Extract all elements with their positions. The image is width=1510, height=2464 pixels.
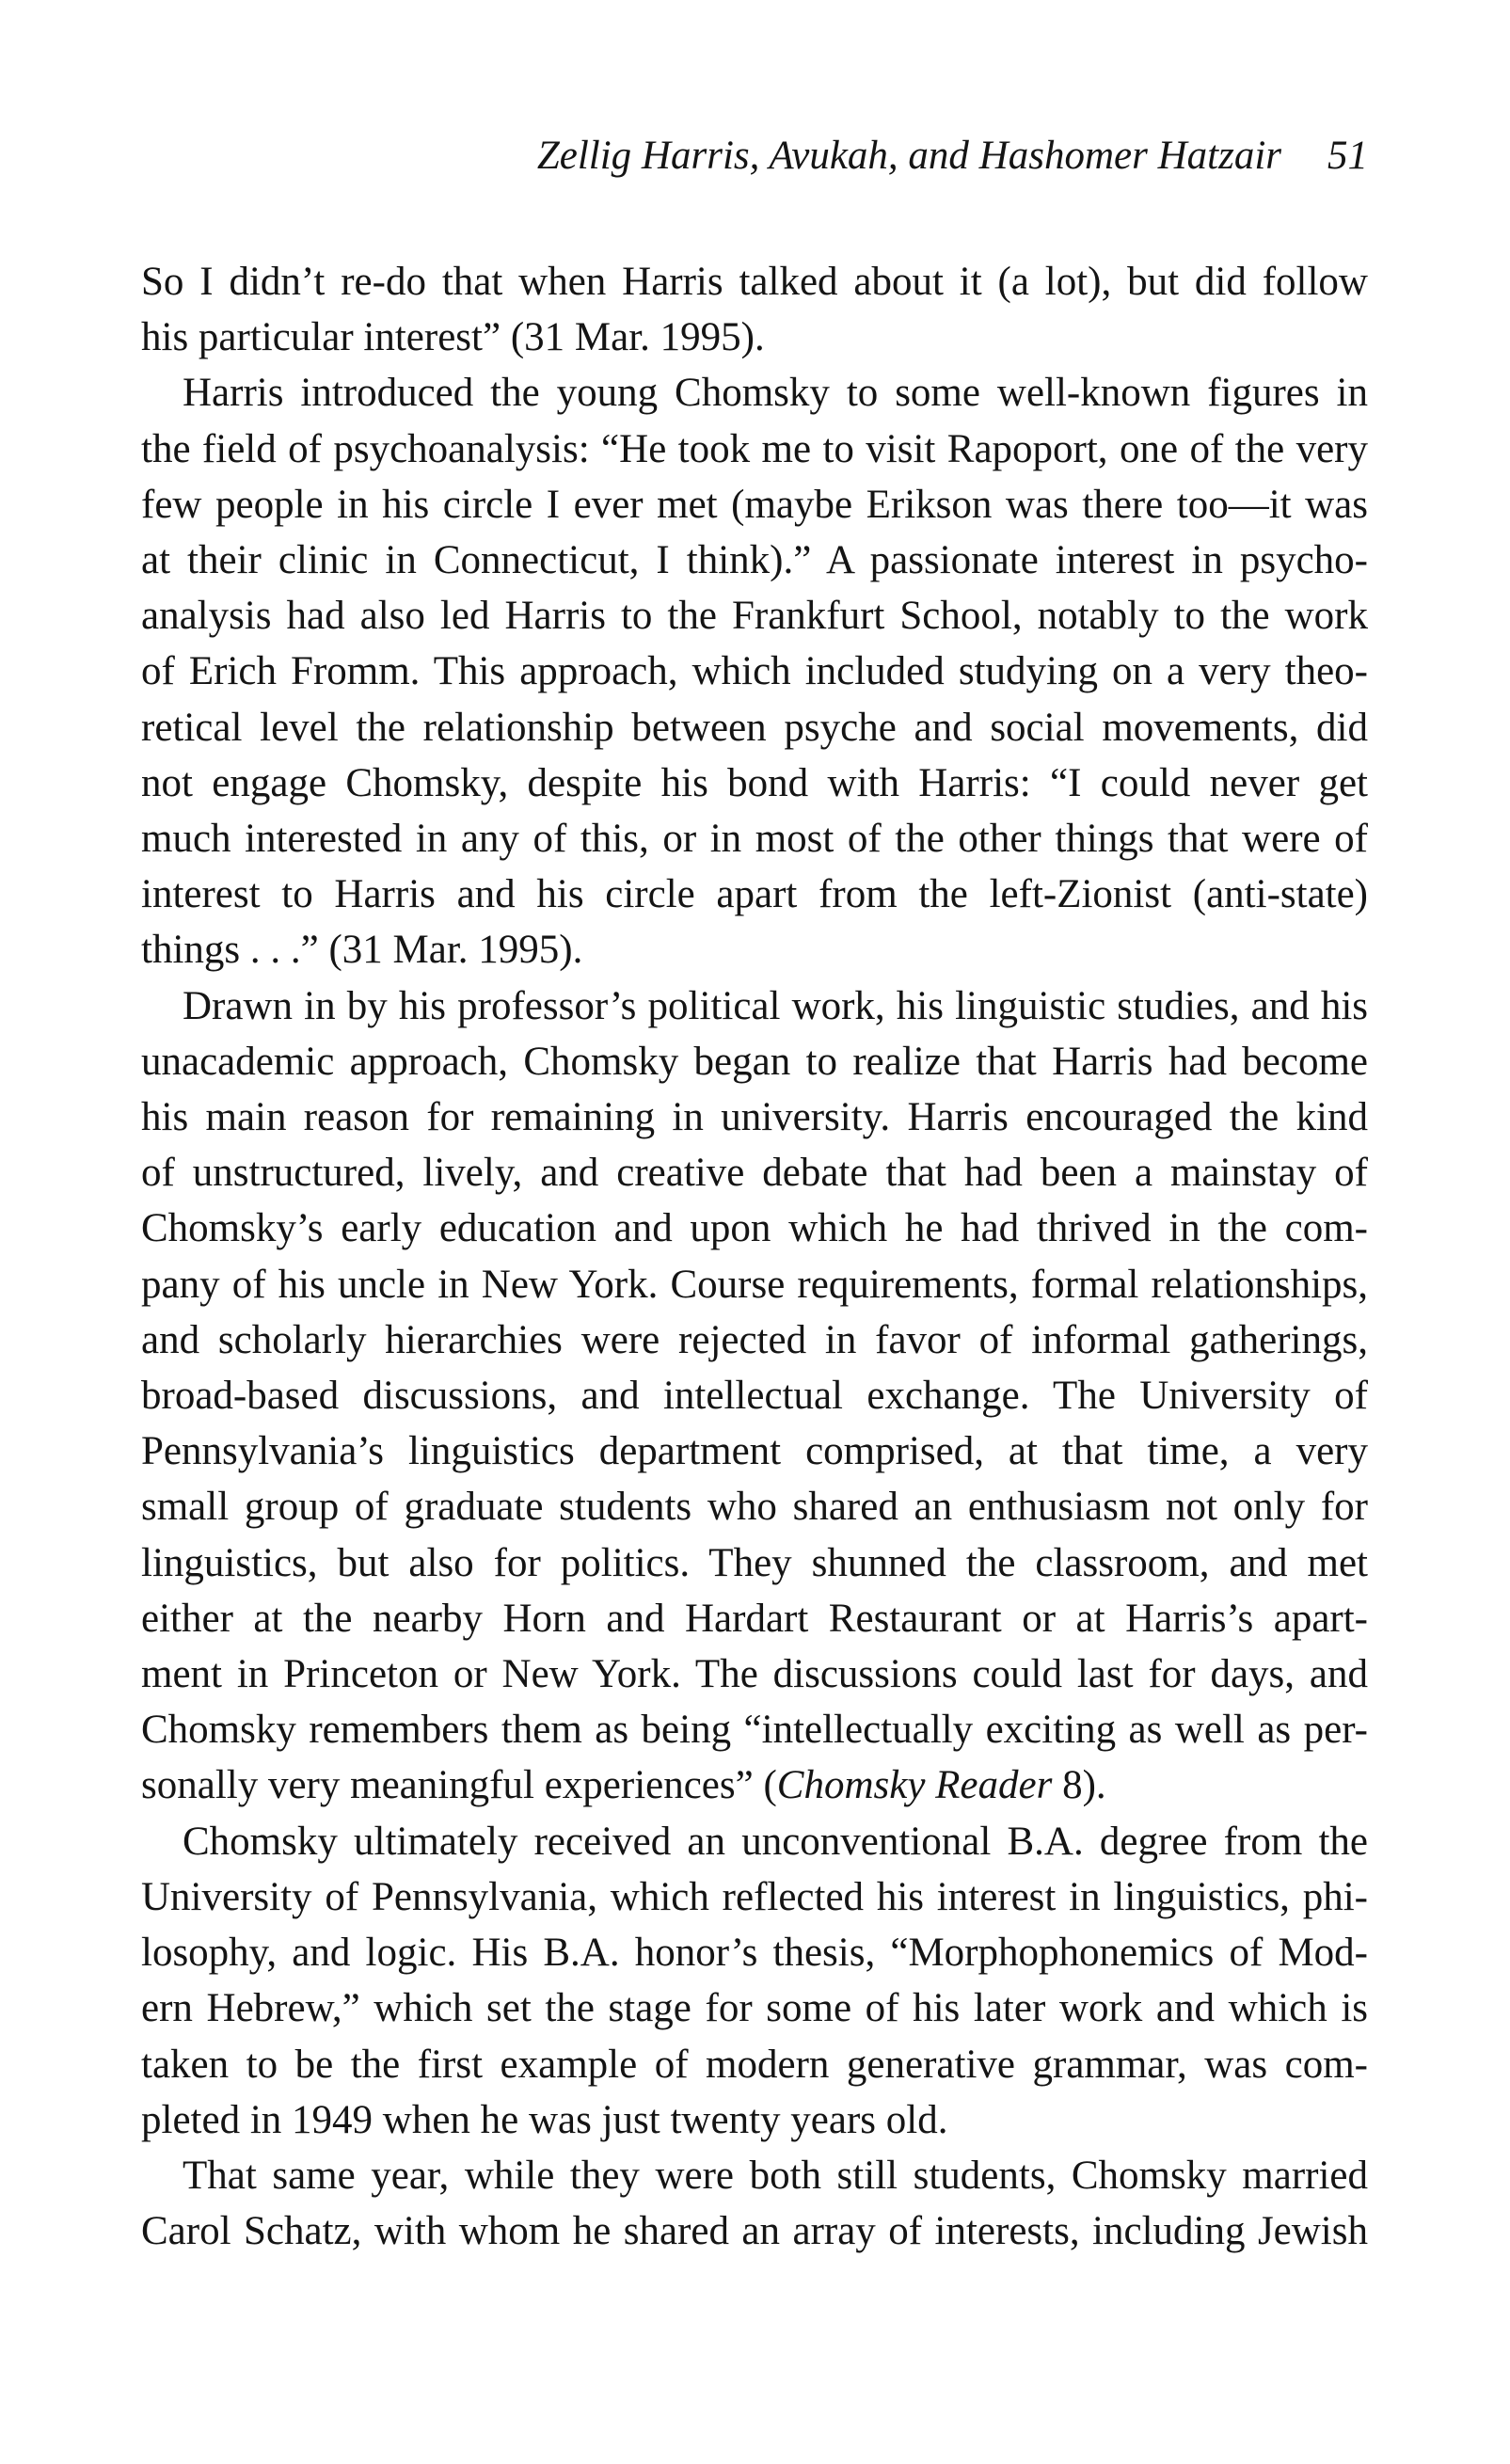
text-line: ment in Princeton or New York. The discussions could last for days, and bbox=[141, 1652, 1368, 1697]
text-line: his main reason for remaining in university. Harris encouraged the kind bbox=[141, 1095, 1368, 1140]
text-line: Harris introduced the young Chomsky to some well-known figures in bbox=[183, 371, 1368, 416]
text-line: Drawn in by his professor’s political work, his linguistic studies, and his bbox=[183, 983, 1368, 1028]
text-line: Chomsky remembers them as being “intellectually exciting as well as per- bbox=[141, 1708, 1368, 1753]
paragraph bbox=[141, 1814, 1368, 2148]
text-line bbox=[141, 1757, 1368, 1813]
text-line: few people in his circle I ever met (maybe Erikson was there too—it was bbox=[141, 482, 1368, 527]
text-run: sonally very meaningful experiences” ( bbox=[141, 1763, 777, 1808]
text-line: and scholarly hierarchies were rejected in favor of informal gatherings, bbox=[141, 1317, 1368, 1362]
text-line: linguistics, but also for politics. They shunned the classroom, and met bbox=[141, 1540, 1368, 1585]
text-line: So I didn’t re-do that when Harris talked about it (a lot), but did follow bbox=[141, 260, 1368, 304]
text-line: pany of his uncle in New York. Course requirements, formal relationships, bbox=[141, 1262, 1368, 1307]
text-line: his particular interest” (31 Mar. 1995). bbox=[141, 315, 765, 360]
text-line: That same year, while they were both still students, Chomsky married bbox=[183, 2153, 1368, 2198]
text-line: ern Hebrew,” which set the stage for some of his later work and which is bbox=[141, 1986, 1368, 2031]
text-line: Carol Schatz, with whom he shared an array of interests, including Jewish bbox=[141, 2209, 1368, 2254]
page-number: 51 bbox=[1327, 134, 1368, 178]
text-line: the field of psychoanalysis: “He took me to visit Rapoport, one of the very bbox=[141, 426, 1368, 471]
text-line: pleted in 1949 when he was just twenty years old. bbox=[141, 2097, 948, 2142]
text-line: losophy, and logic. His B.A. honor’s thesis, “Morphophonemics of Mod- bbox=[141, 1931, 1368, 1976]
text-line: unacademic approach, Chomsky began to realize that Harris had become bbox=[141, 1039, 1368, 1084]
text-line: of unstructured, lively, and creative debate that had been a mainstay of bbox=[141, 1151, 1368, 1196]
text-line: things . . .” (31 Mar. 1995). bbox=[141, 928, 583, 973]
text-line: interest to Harris and his circle apart from the left-Zionist (anti-state) bbox=[141, 872, 1368, 917]
running-head bbox=[141, 128, 1368, 184]
paragraph bbox=[141, 978, 1368, 1814]
book-title: Chomsky Reader bbox=[776, 1763, 1053, 1808]
text-line: broad-based discussions, and intellectual exchange. The University of bbox=[141, 1374, 1368, 1419]
text-line: of Erich Fromm. This approach, which included studying on a very theo- bbox=[141, 649, 1368, 694]
paragraph bbox=[141, 254, 1368, 365]
text-run: 8). bbox=[1052, 1763, 1106, 1808]
body-text bbox=[141, 254, 1368, 2259]
paragraph bbox=[141, 365, 1368, 978]
text-line: taken to be the first example of modern generative grammar, was com- bbox=[141, 2042, 1368, 2087]
text-line: much interested in any of this, or in most of the other things that were of bbox=[141, 817, 1368, 862]
text-line: analysis had also led Harris to the Frankfurt School, notably to the work bbox=[141, 594, 1368, 639]
running-title: Zellig Harris, Avukah, and Hashomer Hatzair bbox=[536, 134, 1281, 178]
text-line: Pennsylvania’s linguistics department comprised, at that time, a very bbox=[141, 1429, 1368, 1474]
text-line: either at the nearby Horn and Hardart Restaurant or at Harris’s apart- bbox=[141, 1596, 1368, 1641]
text-line: not engage Chomsky, despite his bond with Harris: “I could never get bbox=[141, 760, 1368, 805]
text-line: retical level the relationship between psyche and social movements, did bbox=[141, 705, 1368, 750]
text-line: University of Pennsylvania, which reflected his interest in linguistics, phi- bbox=[141, 1874, 1368, 1919]
text-line: Chomsky ultimately received an unconventional B.A. degree from the bbox=[183, 1819, 1368, 1864]
paragraph bbox=[141, 2148, 1368, 2259]
text-line: small group of graduate students who shared an enthusiasm not only for bbox=[141, 1485, 1368, 1530]
text-line: Chomsky’s early education and upon which he had thrived in the com- bbox=[141, 1206, 1368, 1251]
text-line: at their clinic in Connecticut, I think).” A passionate interest in psycho- bbox=[141, 538, 1368, 583]
